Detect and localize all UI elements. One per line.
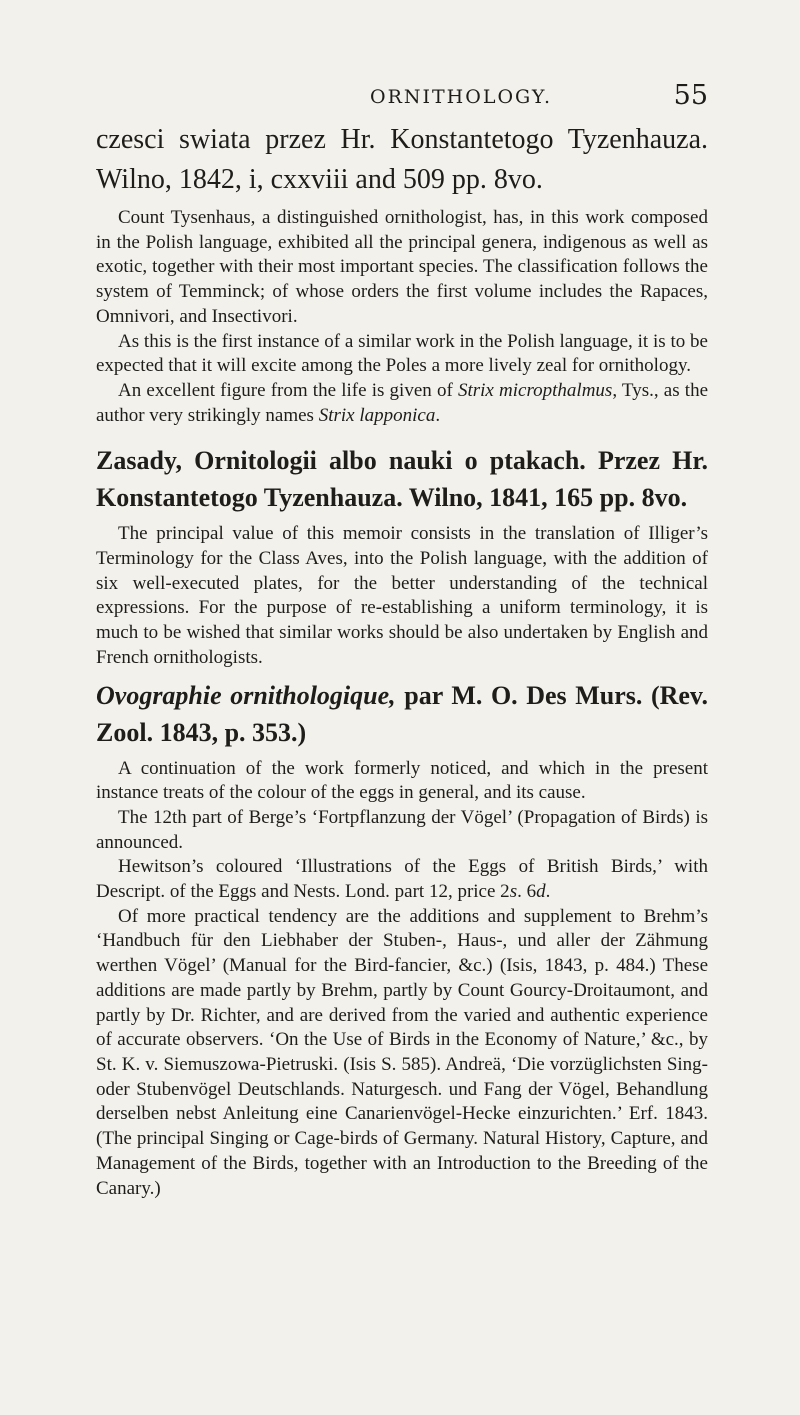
page-header: [0, 80, 800, 120]
entry3-reference: Ovographie ornithologique, par M. O. Des Murs. (Rev. Zool. 1843, p. 353.): [96, 680, 709, 747]
entry2-paragraph-1: The principal value of this memoir consists in the translation of Illiger’s Terminology for the Class Aves, into the Polish language, with the addition of six well-executed plates, for the better understanding of the technical expressions. For the purpose of re-establishing a uniform terminology, it is much to be wished that similar works should be also undertaken by English and French ornithologists.: [96, 523, 708, 668]
entry3-paragraph-4: Of more practical tendency are the additions and supplement to Brehm’s ‘Handbuch für den Liebhaber der Stuben-, Haus-, und aller der Zähmung werthen Vögel’ (Manual for the Bird-fancier, &c.) (Isis, 1843, p. 484.) These additions are made partly by Brehm, partly by Count Gourcy-Droitaumont, and partly by Dr. Richter, and are derived from the varied and authentic experience of accurate observers. ‘On the Use of Birds in the Economy of Nature,’ &c., by St. K. v. Siemuszowa-Pietruski. (Isis S. 585). Andreä, ‘Die vorzüglichsten Sing-oder Stubenvögel Deutschlands. Naturgesch. und Fang der Vögel, Behandlung derselben nebst Anleitung eine Canarienvögel-Hecke einzurichten.’ Erf. 1843. (The principal Singing or Cage-birds of Germany. Natural History, Capture, and Management of the Birds, together with an Introduction to the Breeding of the Canary.): [96, 905, 708, 1199]
entry3-paragraph-2: The 12th part of Berge’s ‘Fortpflanzung der Vögel’ (Propagation of Birds) is announced.: [96, 806, 708, 853]
entry2-reference: Zasady, Ornitologii albo nauki o ptakach. Przez Hr. Konstantetogo Tyzenhauza. Wilno, 1841, 165 pp. 8vo.: [96, 446, 708, 513]
page-content: [96, 120, 708, 1201]
entry1-paragraph-1: Count Tysenhaus, a distinguished ornithologist, has, in this work composed in the Polish language, exhibited all the principal genera, indigenous as well as exotic, together with their most important species. The classification follows the system of Temminck; of whose orders the first volume includes the Rapaces, Omnivori, and Insectivori.: [96, 207, 708, 327]
entry1-reference: czesci swiata przez Hr. Konstantetogo Tyzenhauza. Wilno, 1842, i, cxxviii and 509 pp. 8vo.: [96, 124, 708, 195]
page-number: 55: [673, 80, 708, 111]
running-title: ORNITHOLOGY.: [370, 86, 553, 108]
entry3-paragraph-3: Hewitson’s coloured ‘Illustrations of the Eggs of British Birds,’ with Descript. of the Eggs and Nests. Lond. part 12, price 2s. 6d.: [96, 856, 708, 903]
entry1-paragraph-3: An excellent figure from the life is given of Strix micropthalmus, Tys., as the author very strikingly names Strix lapponica.: [96, 379, 709, 426]
entry1-paragraph-2: As this is the first instance of a similar work in the Polish language, it is to be expected that it will excite among the Poles a more lively zeal for ornithology.: [96, 330, 708, 377]
entry3-paragraph-1: A continuation of the work formerly noticed, and which in the present instance treats of the colour of the eggs in general, and its cause.: [96, 757, 708, 804]
species-name: Strix micropthalmus: [457, 379, 613, 401]
species-name: Strix lapponica: [318, 404, 436, 426]
